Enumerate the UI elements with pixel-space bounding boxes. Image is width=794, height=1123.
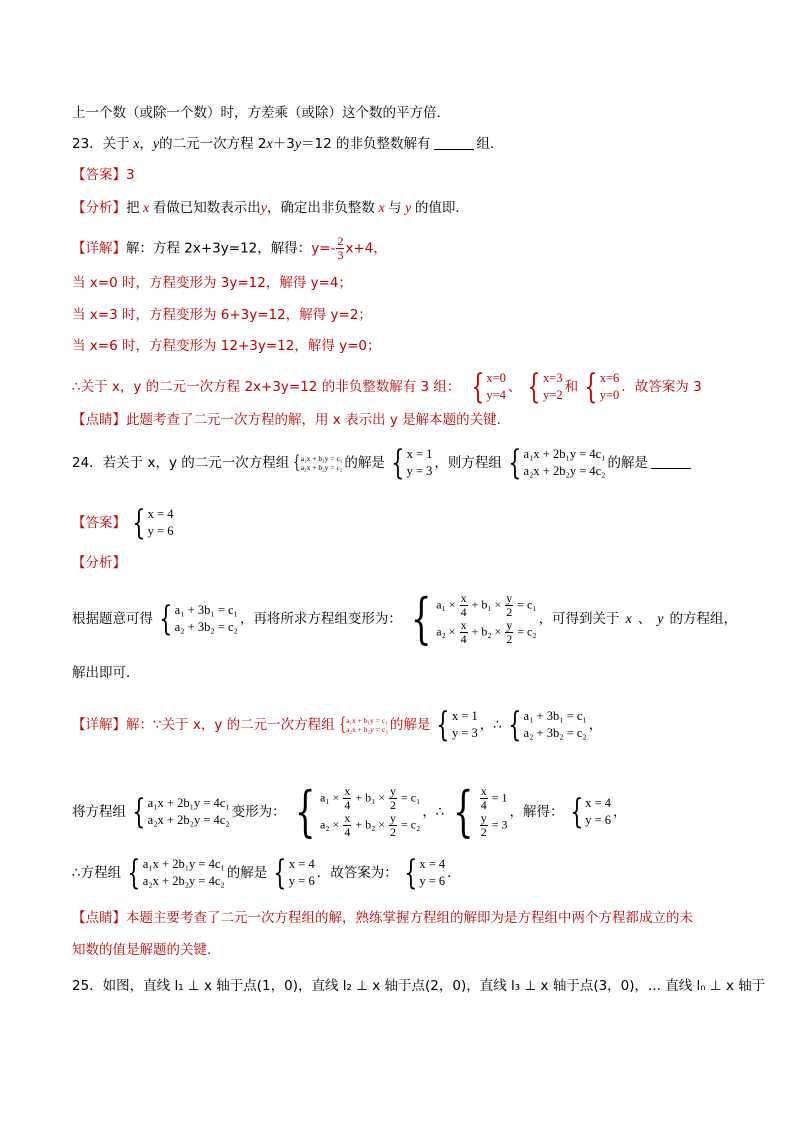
- answer-24: [72, 503, 175, 543]
- xy-system: { $\frac{x}{4}$ = 1 $\frac{y}{2}$ = 3: [453, 780, 508, 843]
- detail-24-row3: ∴方程组 { a₁x + 2b₁y = 4c₁ a₂x + 2b₂y = 4c₂ 的解是 { x = 4 y = 6 ．故答案为： { x = 4 y = 6 ．: [72, 853, 461, 893]
- q25-text: 25．如图，直线 l₁ ⊥ x 轴于点(1，0)，直线 l₂ ⊥ x 轴于点(2，0)，直线 l₃ ⊥ x 轴于点(3，0)，... 直线 lₙ ⊥ x 轴于: [72, 978, 766, 994]
- detail-text: ．故答案为：: [316, 865, 398, 881]
- answer-blank[interactable]: [651, 454, 691, 469]
- conclusion-text: ．故答案为 3: [621, 379, 702, 395]
- fraction: $\frac{2}{3}$: [337, 234, 344, 262]
- equation-system: { a₁x + b₁y = c₁ a₂x + b₂y = c₂: [338, 714, 388, 735]
- analysis-23: 【分析】把 x 看做已知数表示出y，确定出非负整数 x 与 y 的值即．: [72, 200, 469, 216]
- point-tag: 【点睛】: [72, 910, 126, 926]
- conclusion-23: ∴关于 x，y 的二元一次方程 2x+3y=12 的非负整数解有 3 组： { x=0 y=4 、 { x=3 y=2 和 { x=6 y=0 ．故答案为 3: [72, 367, 702, 407]
- detail-text: 解：方程 2x+3y=12，解得：: [126, 240, 312, 257]
- analysis-text: 的方程组，: [669, 611, 737, 627]
- answer-blank[interactable]: [434, 135, 474, 150]
- answer-tag: 【答案】: [72, 515, 126, 531]
- solution-system: { x=0 y=4: [471, 367, 506, 407]
- detail-text: ，解得：: [509, 804, 564, 820]
- point-24: [72, 908, 693, 928]
- solution-system: { x = 4 y = 6: [273, 853, 315, 893]
- point-23: [72, 410, 510, 430]
- analysis-tag: 【分析】: [72, 555, 126, 571]
- analysis-24: 根据题意可得 { a₁ + 3b₁ = c₁ a₂ + 3b₂ = c₂ ，再将所求方程组变形为： { a₁ × $\frac{x}{4}$ + b₁ × $\frac{y}{2}$ = c₁ a₂ × $\frac{x}{4}$ + b₂ × $\frac{y}{2}$ = c₂ ，可得到关于 x 、 y 的方程组，: [72, 587, 737, 650]
- q23-text: ＋3: [272, 136, 295, 152]
- detail-text: 变形为：: [231, 804, 286, 820]
- equation-system: { a₁x + 2b₁y = 4c₁ a₂x + 2b₂y = 4c₂: [508, 443, 606, 483]
- answer-23: [72, 165, 135, 185]
- paragraph-text: 上一个数（或除一个数）时，方差乘（或除）这个数的平方倍．: [72, 105, 450, 121]
- answer-value: 3: [126, 167, 135, 183]
- detail-text: y=-: [311, 240, 336, 257]
- detail-tag: 【详解】: [72, 717, 126, 733]
- q24-text: ，则方程组: [434, 455, 502, 471]
- solution-system: { x=3 y=2: [527, 367, 563, 407]
- case-line: [72, 273, 352, 293]
- equation-system: { a₁x + 2b₁y = 4c₁ a₂x + 2b₂y = 4c₂: [127, 853, 225, 893]
- analysis-tag: 【分析】: [72, 200, 126, 216]
- text-line: [72, 103, 450, 123]
- solution-system: { x=6 y=0: [584, 367, 620, 407]
- solution-system: { x = 4 y = 6: [404, 853, 446, 893]
- detail-text: 解：∵关于 x，y 的二元一次方程组: [126, 717, 335, 733]
- case-line: [72, 305, 372, 325]
- detail-text: ∴方程组: [72, 865, 122, 881]
- transformed-system: { a₁ × $\frac{x}{4}$ + b₁ × $\frac{y}{2}$ = c₁ a₂ × $\frac{x}{4}$ + b₂ × $\frac{y}{2}$ = c₂: [410, 587, 537, 650]
- q24-text: 的解是: [607, 455, 649, 471]
- question-24: [72, 443, 694, 483]
- analysis-24-tag: [72, 553, 126, 573]
- transformed-system: { a₁ × $\frac{x}{4}$ + b₁ × $\frac{y}{2}$ = c₁ a₂ × $\frac{x}{4}$ + b₂ × $\frac{y}{2}$ = c₂: [294, 780, 421, 843]
- q24-text: 的解是: [344, 455, 385, 471]
- analysis-text: ，可得到关于: [538, 611, 620, 627]
- point-24-cont: [72, 940, 221, 960]
- analysis-text: ，再将所求方程组变形为：: [239, 611, 402, 627]
- detail-text: 的解是: [226, 865, 268, 881]
- equation-system: { a₁ + 3b₁ = c₁ a₂ + 3b₂ = c₂: [508, 705, 587, 745]
- analysis-text: 与: [388, 200, 402, 216]
- analysis-24-end: [72, 663, 140, 683]
- equation-system: { a₁x + b₁y = c₁ a₂x + b₂y = c₂: [293, 452, 343, 473]
- detail-tag: 【详解】: [72, 240, 126, 257]
- q23-text: 组．: [476, 136, 504, 152]
- equation-system: { a₁x + 2b₁y = 4c₁ a₂x + 2b₂y = 4c₂: [132, 792, 230, 832]
- detail-text: 将方程组: [72, 804, 126, 820]
- answer-tag: 【答案】: [72, 167, 126, 183]
- q24-text: 24．若关于 x，y 的二元一次方程组: [72, 455, 290, 471]
- solution-system: { x = 1 y = 3: [436, 705, 478, 745]
- analysis-text: 把: [126, 200, 140, 216]
- detail-text: ，∴: [422, 804, 445, 820]
- solution-system: { x = 4 y = 6: [569, 792, 611, 832]
- detail-text: x+4，: [345, 240, 387, 257]
- point-text: 本题主要考查了二元一次方程组的解，熟练掌握方程组的解即为是方程组中两个方程都成立的未: [126, 910, 693, 926]
- point-tag: 【点睛】: [72, 412, 126, 428]
- point-text: 知数的值是解题的关键．: [72, 942, 221, 958]
- analysis-text: 根据题意可得: [72, 611, 153, 627]
- detail-text: ，∴: [479, 717, 502, 733]
- analysis-text: 解出即可．: [72, 665, 140, 681]
- solution-system: { x = 1 y = 3: [391, 443, 433, 483]
- detail-24-row1: 【详解】解：∵关于 x，y 的二元一次方程组 { a₁x + b₁y = c₁ a₂x + b₂y = c₂ 的解是 { x = 1 y = 3 ，∴ { a₁ + 3b₁ = c₁ a₂ + 3b₂ = c₂ ，: [72, 705, 603, 745]
- detail-23: [72, 235, 387, 262]
- q23-text: 的二元一次方程 2: [159, 136, 267, 152]
- q23-text: ，: [139, 136, 153, 152]
- case-line: [72, 336, 381, 356]
- answer-system: { x = 4 y = 6: [132, 503, 174, 543]
- question-25: [72, 976, 765, 996]
- q23-text: ＝12 的非负整数解有: [301, 136, 431, 152]
- case-text: 当 x=0 时，方程变形为 3y=12，解得 y=4；: [72, 275, 353, 291]
- conclusion-text: ∴关于 x，y 的二元一次方程 2x+3y=12 的非负整数解有 3 组：: [72, 379, 461, 395]
- detail-24-row2: 将方程组 { a₁x + 2b₁y = 4c₁ a₂x + 2b₂y = 4c₂ 变形为： { a₁ × $\frac{x}{4}$ + b₁ × $\frac{y}{2}$ = c₁ a₂ × $\frac{x}{4}$ + b₂ × $\frac{y}{2}$ = c₂ ，∴ { $\frac{x}{4}$ = 1 $\frac{y}{2}$ = 3 ，解得： { x = 4 y = 6 ，: [72, 780, 627, 843]
- equation-system: { a₁ + 3b₁ = c₁ a₂ + 3b₂ = c₂: [159, 599, 238, 639]
- case-text: 当 x=6 时，方程变形为 12+3y=12，解得 y=0；: [72, 338, 381, 354]
- point-text: 此题考查了二元一次方程的解，用 x 表示出 y 是解本题的关键．: [126, 412, 511, 428]
- detail-text: 的解是: [389, 717, 431, 733]
- case-text: 当 x=3 时，方程变形为 6+3y=12，解得 y=2；: [72, 307, 372, 323]
- analysis-text: ，确定出非负整数: [266, 200, 375, 216]
- question-23: 23．关于 x，y的二元一次方程 2x＋3y＝12 的非负整数解有 组．: [72, 136, 504, 152]
- analysis-text: 看做已知数表示出: [152, 200, 261, 216]
- analysis-text: 的值即．: [414, 200, 469, 216]
- q23-text: 23．关于: [72, 136, 130, 152]
